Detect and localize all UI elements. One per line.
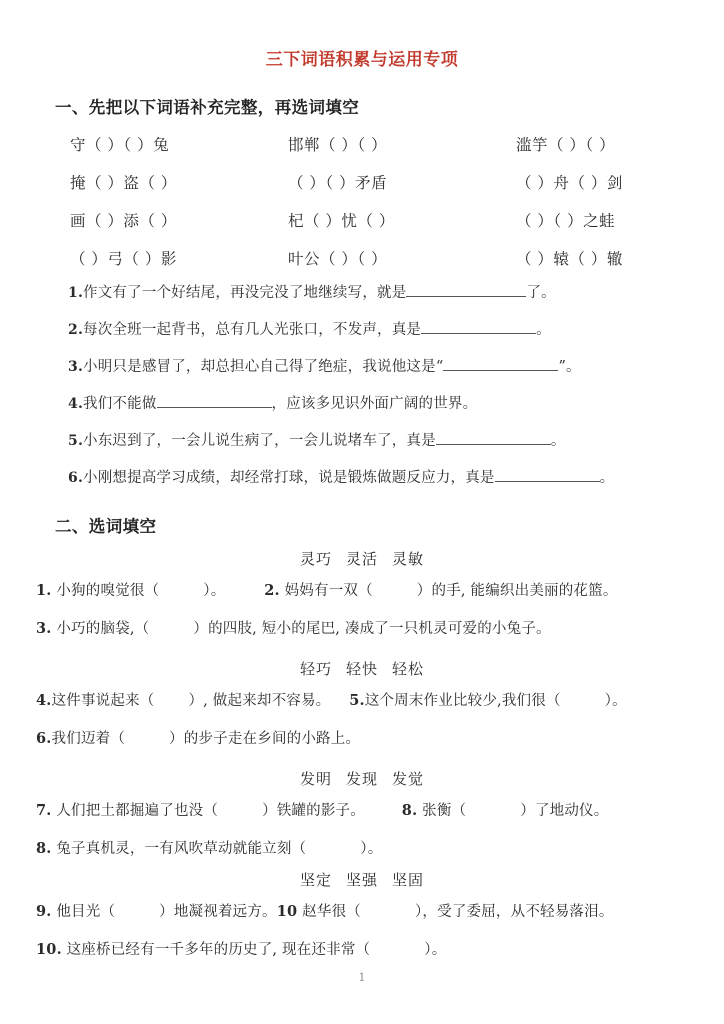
sentence-text-after: ”。 [558,359,581,375]
sentence-text-before: 小东迟到了，一会儿说生病了，一会儿说堵车了，真是 [83,433,436,449]
sentence-number: 4. [68,396,84,412]
idiom-row [70,209,686,247]
sentence-item [68,360,686,397]
sentence-text-before: 作文有了一个好结尾，再没完没了地继续写，就是 [83,285,407,301]
sentence-text-after: ，应该多见识外面广阔的世界。 [271,396,478,412]
question-number: 10 [276,903,298,920]
sentence-text-after: 。 [536,322,551,338]
page-number: 1 [358,971,366,984]
answer-blank[interactable] [406,296,526,297]
question-number: 10. [36,941,62,958]
question-text-after: ）地凝视着远方。 [159,904,277,920]
question-text-before: 人们把土都掘遍了也没（ [51,803,219,819]
sentence-number: 5. [68,433,84,449]
sentence-text-before: 每次全班一起背书，总有几人光张口，不发声，真是 [83,322,422,338]
question-text-after: ）。 [604,693,627,709]
idiom-item[interactable]: （ ）（ ）之蛙 [516,212,616,230]
question-text-after: ）的步子走在乡间的小路上。 [169,731,361,747]
word-bank-option[interactable]: 轻巧 [299,660,332,678]
sentence-text-after: 了。 [526,285,556,301]
idiom-item[interactable]: （ ）舟（ ）剑 [516,174,623,192]
idiom-exercise-grid [70,133,686,285]
sentence-number: 2. [68,322,84,338]
word-bank-option[interactable]: 发现 [345,770,378,788]
idiom-item[interactable]: 杞（ ）忧（ ） [288,212,395,230]
question-text-before: 妈妈有一双（ [279,583,373,599]
question-line [0,905,614,920]
idiom-item[interactable]: 掩（ ）盗（ ） [70,174,177,192]
word-bank-option[interactable]: 发觉 [392,770,425,788]
question-number: 2. [264,582,280,599]
word-bank [0,662,724,677]
question-number: 6. [36,730,52,747]
sentence-text-before: 小明只是感冒了，却总担心自己得了绝症，我说他这是“ [83,359,444,375]
question-text-before: 我们迈着（ [51,731,126,747]
question-text-after: ）铁罐的影子。 [262,803,365,819]
question-line [0,694,627,709]
word-bank-option[interactable]: 轻快 [345,660,378,678]
word-bank [0,772,724,787]
answer-blank[interactable] [495,481,600,482]
question-text-after: ）。 [203,583,226,599]
idiom-item[interactable]: 画（ ）添（ ） [70,212,177,230]
idiom-item[interactable]: 叶公（ ）（ ） [288,250,388,268]
question-number: 3. [36,620,52,637]
question-text-after: ）。 [424,942,447,958]
idiom-item[interactable]: 滥竽（ ）（ ） [516,136,616,154]
word-choice-group [0,871,724,958]
answer-blank[interactable] [157,407,272,408]
question-text-before: 赵华很（ [297,904,361,920]
sentence-item [68,434,686,471]
question-text-after: ），受了委屈，从不轻易落泪。 [414,904,614,920]
question-number: 8. [401,802,418,819]
question-number: 7. [36,802,52,819]
sentence-text-before: 小刚想提高学习成绩，却经常打球，说是锻炼做题反应力，真是 [83,470,495,486]
question-line [0,842,382,857]
word-bank [0,873,724,888]
question-number: 9. [36,903,52,920]
question-number: 8. [36,840,52,857]
sentence-number: 6. [68,470,84,486]
answer-blank[interactable] [436,444,551,445]
question-line [0,584,618,599]
word-bank-option[interactable]: 轻松 [392,660,425,678]
word-bank-option[interactable]: 灵敏 [392,550,425,568]
sentence-text-before: 我们不能做 [83,396,157,412]
sentence-item [68,323,686,360]
word-bank-option[interactable]: 发明 [299,770,332,788]
page-title: 三下词语积累与运用专项 [265,50,459,70]
word-bank-option[interactable]: 灵活 [345,550,378,568]
idiom-item[interactable]: 守（ ）（ ）兔 [70,136,170,154]
question-text-before: 兔子真机灵，一有风吹草动就能立刻（ [51,841,307,857]
question-line [0,804,608,819]
idiom-row [70,171,686,209]
word-bank [0,552,724,567]
question-text-after: ）。 [360,841,383,857]
sentence-item [68,286,686,323]
sentence-text-after: 。 [550,433,566,449]
section-1-sentence-list [68,286,686,508]
question-text-before: 小巧的脑袋,（ [51,621,150,637]
question-text-before: 小狗的嗅觉很（ [51,583,160,599]
answer-blank[interactable] [443,370,558,371]
sentence-number: 3. [68,359,84,375]
sentence-item [68,471,686,508]
question-number: 1. [36,582,52,599]
question-text-before: 这座桥已经有一千多年的历史了, 现在还非常（ [61,942,371,958]
question-line [0,622,551,637]
word-choice-group [0,770,724,857]
section-2-heading: 二、选词填空 [55,517,157,536]
word-bank-option[interactable]: 灵巧 [299,550,332,568]
section-1-heading: 一、先把以下词语补充完整，再选词填空 [55,98,360,117]
question-text-before: 张衡（ [417,803,467,819]
sentence-number: 1. [68,285,84,301]
question-number: 5. [349,692,365,709]
word-bank-option[interactable]: 坚固 [392,871,425,889]
idiom-row [70,247,686,285]
word-choice-group [0,660,724,747]
word-bank-option[interactable]: 坚定 [299,871,332,889]
sentence-text-after: 。 [599,470,615,486]
question-text-after: ）了地动仪。 [520,803,609,819]
answer-blank[interactable] [421,333,536,334]
question-text-before: 这件事说起来（ [51,693,155,709]
question-text-after: ）, 做起来却不容易。 [188,693,331,709]
question-text-after: ）的四肢, 短小的尾巴, 凑成了一只机灵可爱的小兔子。 [193,621,551,637]
question-text-after: ）的手, 能编织出美丽的花篮。 [416,583,618,599]
idiom-row [70,133,686,171]
question-text-before: 这个周末作业比较少,我们很（ [364,693,561,709]
word-choice-group [0,550,724,637]
idiom-item[interactable]: （ ）弓（ ）影 [70,250,177,268]
question-number: 4. [36,692,52,709]
idiom-item[interactable]: 邯郸（ ）（ ） [288,136,388,154]
question-line [0,732,360,747]
question-text-before: 他目光（ [51,904,116,920]
sentence-item [68,397,686,434]
word-bank-option[interactable]: 坚强 [345,871,378,889]
idiom-item[interactable]: （ ）（ ）矛盾 [288,174,388,192]
question-line [0,943,446,958]
idiom-item[interactable]: （ ）辕（ ）辙 [516,250,623,268]
